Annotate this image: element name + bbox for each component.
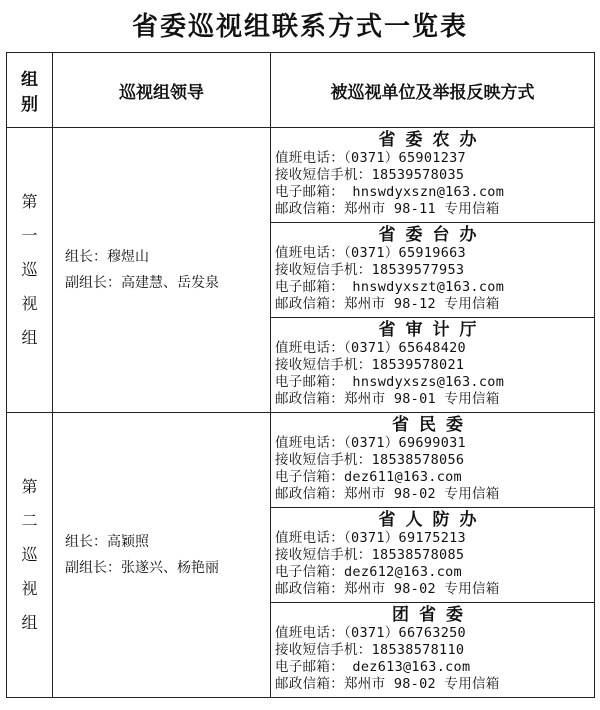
unit-name: 省委台办	[378, 225, 487, 245]
header-group	[7, 53, 53, 128]
email: 电子邮箱： hnswdyxszt@163.com	[275, 279, 505, 295]
group-char: 视	[21, 579, 38, 598]
contact-table	[6, 52, 595, 698]
page-title: 省委巡视组联系方式一览表	[131, 12, 468, 42]
sms-phone: 接收短信手机：18539578035	[275, 167, 465, 183]
group-char: 组	[21, 613, 38, 632]
email: 电子邮箱： hnswdyxszs@163.com	[275, 374, 505, 390]
postal-box: 邮政信箱：郑州市 98-02 专用信箱	[275, 676, 500, 692]
email: 电子信箱：dez612@163.com	[275, 564, 462, 580]
group-deputy: 副组长：张遂兴、杨艳丽	[65, 560, 219, 576]
duty-phone: 值班电话：（0371）66763250	[275, 625, 466, 641]
header-group-char: 别	[21, 95, 38, 115]
unit-name: 省审计厅	[378, 320, 487, 340]
email: 电子邮箱： hnswdyxszn@163.com	[275, 184, 505, 200]
group-leader: 组长：穆煜山	[65, 249, 149, 265]
postal-box: 邮政信箱：郑州市 98-12 专用信箱	[275, 296, 500, 312]
postal-box: 邮政信箱：郑州市 98-01 专用信箱	[275, 391, 500, 407]
sms-phone: 接收短信手机：18539577953	[275, 262, 465, 278]
sms-phone: 接收短信手机：18538578085	[275, 547, 465, 563]
leaders-cell-2	[53, 413, 271, 698]
duty-phone: 值班电话：（0371）65648420	[275, 340, 466, 356]
duty-phone: 值班电话：（0371）69699031	[275, 435, 466, 451]
sms-phone: 接收短信手机：18538578110	[275, 642, 465, 658]
header-units: 被巡视单位及举报反映方式	[271, 53, 595, 128]
unit-cell	[271, 603, 595, 698]
group-char: 二	[21, 511, 38, 530]
duty-phone: 值班电话：（0371）65901237	[275, 150, 466, 166]
group-char: 组	[21, 328, 38, 347]
sms-phone: 接收短信手机：18539578021	[275, 357, 465, 373]
email: 电子邮箱： dez613@163.com	[275, 659, 471, 675]
leaders-cell-1	[53, 128, 271, 413]
header-group-char: 组	[21, 70, 38, 90]
unit-name: 省民委	[392, 415, 473, 435]
group-char: 巡	[21, 260, 38, 279]
unit-cell	[271, 128, 595, 223]
postal-box: 邮政信箱：郑州市 98-11 专用信箱	[275, 201, 500, 217]
table-row	[7, 128, 595, 223]
unit-cell	[271, 223, 595, 318]
unit-name: 团省委	[392, 605, 473, 625]
group-label-2	[7, 413, 53, 698]
sms-phone: 接收短信手机：18538578056	[275, 452, 465, 468]
postal-box: 邮政信箱：郑州市 98-02 专用信箱	[275, 486, 500, 502]
group-label-1	[7, 128, 53, 413]
postal-box: 邮政信箱：郑州市 98-02 专用信箱	[275, 581, 500, 597]
group-char: 视	[21, 294, 38, 313]
unit-cell	[271, 413, 595, 508]
table-row	[7, 413, 595, 508]
duty-phone: 值班电话：（0371）65919663	[275, 245, 466, 261]
duty-phone: 值班电话：（0371）69175213	[275, 530, 466, 546]
group-char: 巡	[21, 545, 38, 564]
group-char: 一	[21, 226, 38, 245]
group-char: 第	[21, 477, 38, 496]
unit-cell	[271, 508, 595, 603]
header-leaders: 巡视组领导	[53, 53, 271, 128]
group-char: 第	[21, 192, 38, 211]
unit-cell	[271, 318, 595, 413]
group-deputy: 副组长：高建慧、岳发泉	[65, 275, 219, 291]
group-leader: 组长：高颖照	[65, 534, 149, 550]
header-row	[7, 53, 595, 128]
unit-name: 省人防办	[378, 510, 487, 530]
email: 电子信箱：dez611@163.com	[275, 469, 462, 485]
unit-name: 省委农办	[378, 130, 487, 150]
